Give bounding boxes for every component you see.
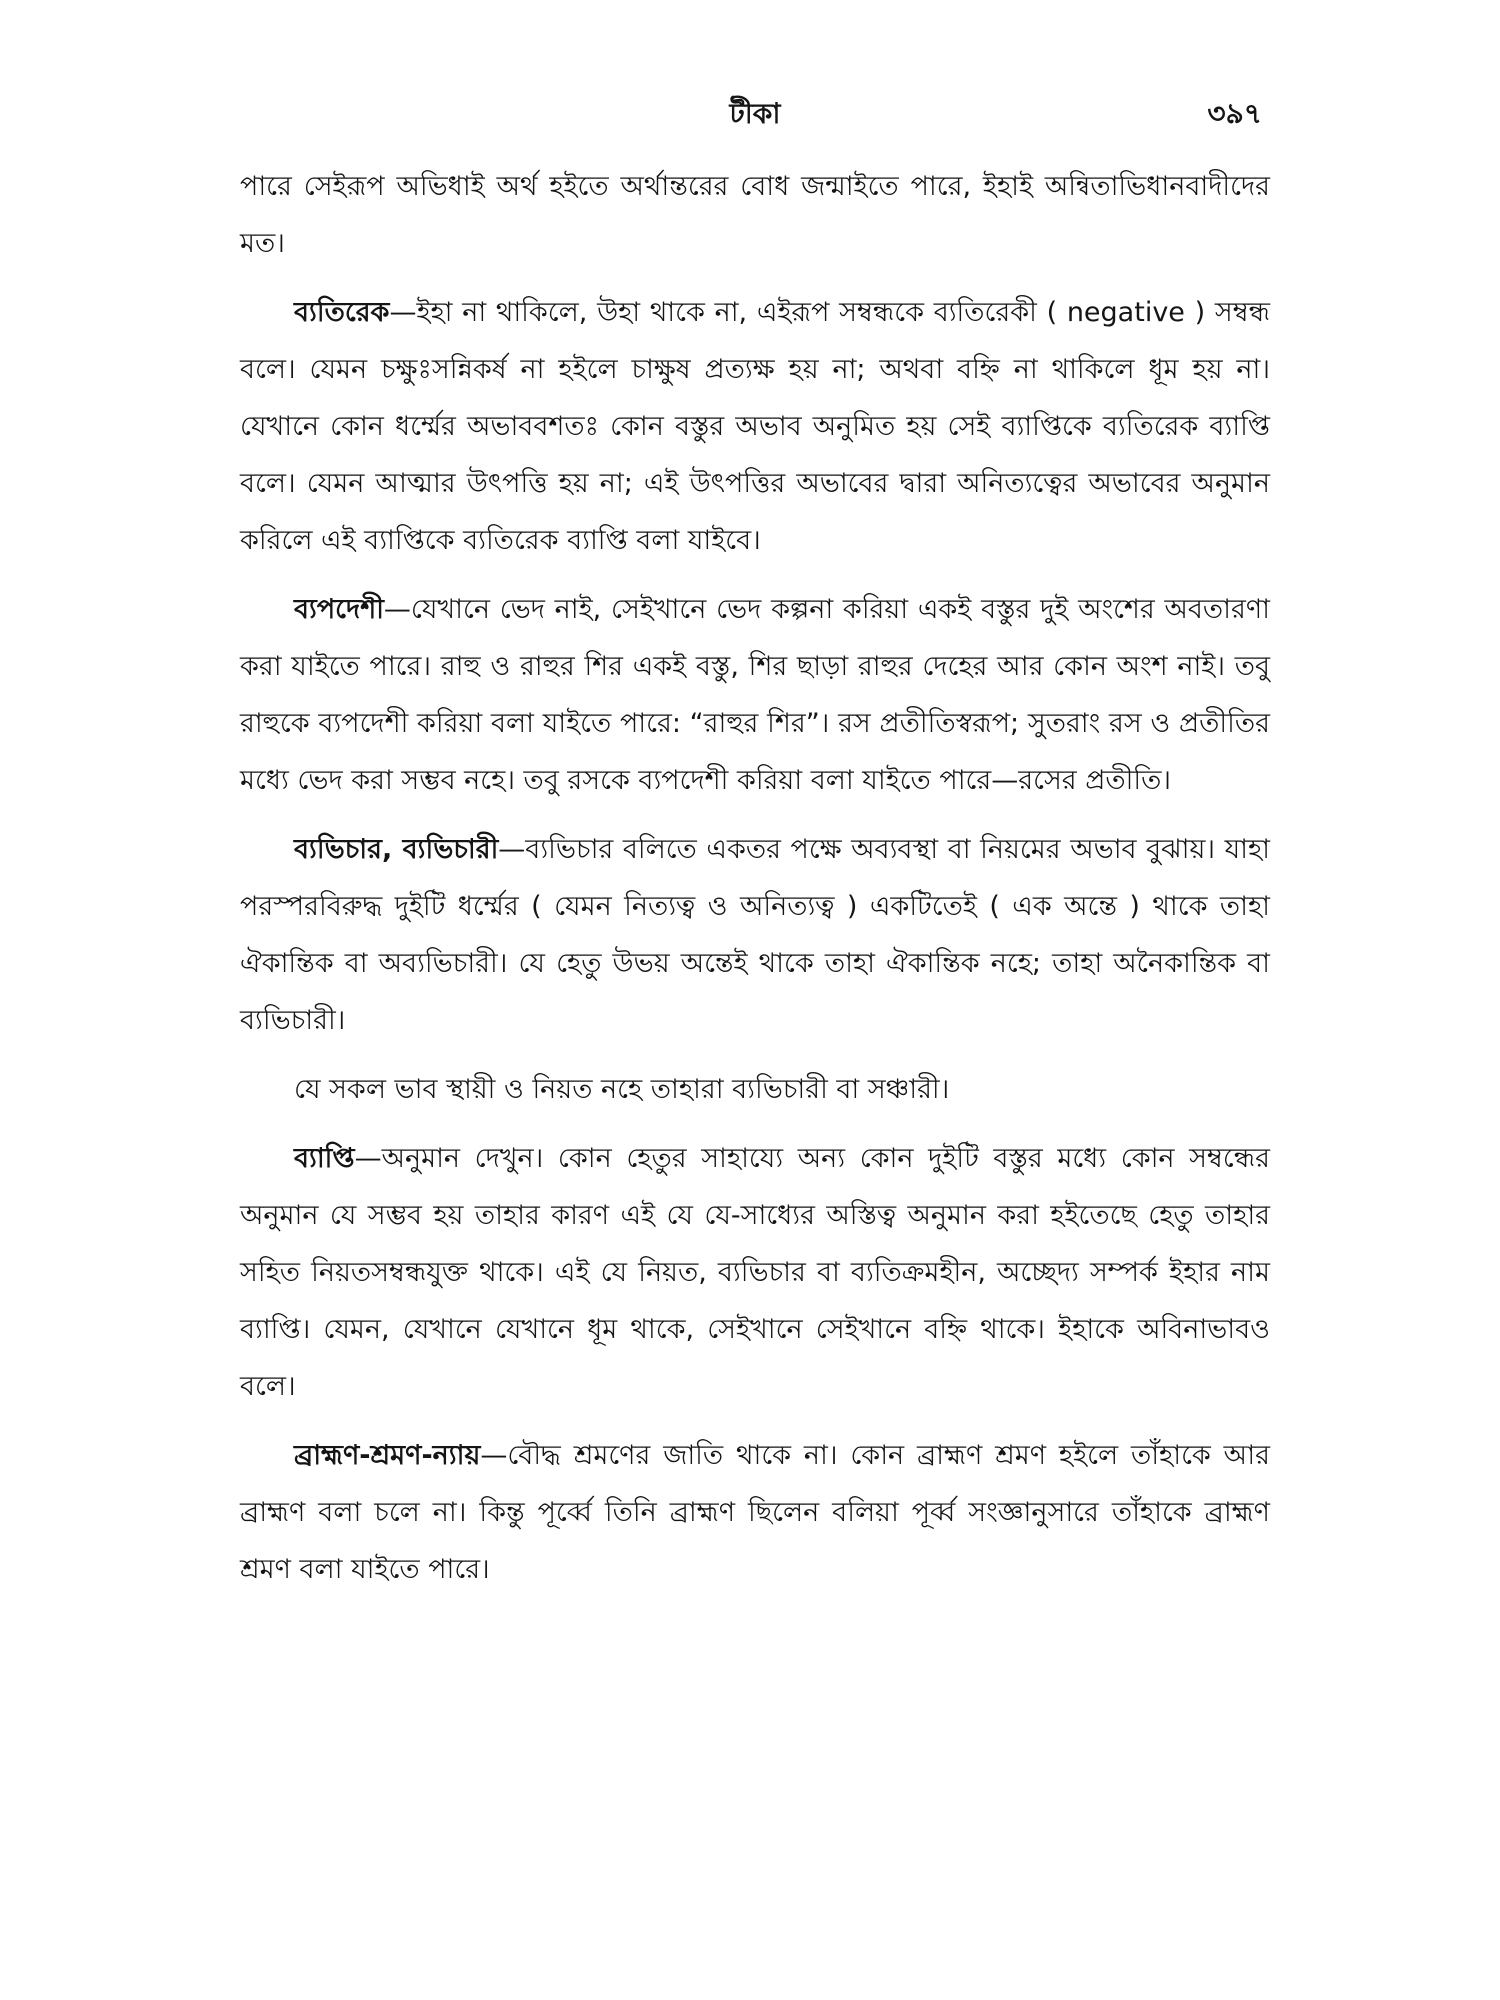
entry-text: —বৌদ্ধ শ্রমণের জাতি থাকে না। কোন ব্রাহ্মণ শ্রমণ হইলে তাঁহাকে আর ব্রাহ্মণ বলা চলে না। কিন্তু পূর্ব্বে তিনি ব্রাহ্মণ ছিলেন বলিয়া পূর্ব্ব সংজ্ঞানুসারে তাঁহাকে ব্রাহ্মণ শ্রমণ বলা যাইতে পারে। — [240, 1440, 1270, 1585]
entry-text: —যেখানে ভেদ নাই, সেইখানে ভেদ কল্পনা করিয়া একই বস্তুর দুই অংশের অবতারণা করা যাইতে পারে। রাহু ও রাহুর শির একই বস্তু, শির ছাড়া রাহুর দেহের আর কোন অংশ নাই। তবু রাহুকে ব্যপদেশী করিয়া বলা যাইতে পারে: “রাহুর শির”। রস প্রতীতিস্বরূপ; সুতরাং রস ও প্রতীতির মধ্যে ভেদ করা সম্ভব নহে। তবু রসকে ব্যপদেশী করিয়া বলা যাইতে পারে—রসের প্রতীতি। — [240, 594, 1270, 796]
paragraph-sanchari — [240, 1061, 1270, 1118]
paragraph-text: পারে সেইরূপ অভিধাই অর্থ হইতে অর্থান্তরের বোধ জন্মাইতে পারে, ইহাই অন্বিতাভিধানবাদীদের মত। — [240, 171, 1270, 259]
paragraph-continuation — [240, 158, 1270, 272]
entry-brahman-shraman-nyay — [240, 1427, 1270, 1598]
page-title: টীকা — [729, 97, 781, 130]
entry-term: ব্যভিচার, ব্যভিচারী — [294, 834, 499, 865]
running-head — [240, 92, 1270, 136]
entry-text: —অনুমান দেখুন। কোন হেতুর সাহায্যে অন্য কোন দুইটি বস্তুর মধ্যে কোন সম্বন্ধের অনুমান যে সম্ভব হয় তাহার কারণ এই যে যে-সাধ্যের অস্তিত্ব অনুমান করা হইতেছে হেতু তাহার সহিত নিয়তসম্বন্ধযুক্ত থাকে। এই যে নিয়ত, ব্যভিচার বা ব্যতিক্রমহীন, অচ্ছেদ্য সম্পর্ক ইহার নাম ব্যাপ্তি। যেমন, যেখানে যেখানে ধূম থাকে, সেইখানে সেইখানে বহ্নি থাকে। ইহাকে অবিনাভাবও বলে। — [240, 1143, 1270, 1402]
entry-term: ব্যতিরেক — [294, 297, 390, 328]
entry-byapti — [240, 1130, 1270, 1415]
entry-byapadeshi — [240, 581, 1270, 809]
page-number: ৩৯৭ — [1207, 97, 1262, 130]
glossary-body — [240, 158, 1270, 1598]
entry-text: —ব্যভিচার বলিতে একতর পক্ষে অব্যবস্থা বা নিয়মের অভাব বুঝায়। যাহা পরস্পরবিরুদ্ধ দুইটি ধর্ম্মের ( যেমন নিত্যত্ব ও অনিত্যত্ব ) একটিতেই ( এক অন্তে ) থাকে তাহা ঐকান্তিক বা অব্যভিচারী। যে হেতু উভয় অন্তেই থাকে তাহা ঐকান্তিক নহে; তাহা অনৈকান্তিক বা ব্যভিচারী। — [240, 834, 1270, 1036]
entry-term: ব্যাপ্তি — [294, 1143, 355, 1174]
entry-byatirek — [240, 284, 1270, 569]
paragraph-text: যে সকল ভাব স্থায়ী ও নিয়ত নহে তাহারা ব্যভিচারী বা সঞ্চারী। — [294, 1074, 950, 1105]
entry-term: ব্রাহ্মণ-শ্রমণ-ন্যায় — [294, 1440, 481, 1471]
entry-byabhichar — [240, 821, 1270, 1049]
entry-term: ব্যপদেশী — [294, 594, 384, 625]
entry-text: —ইহা না থাকিলে, উহা থাকে না, এইরূপ সম্বন্ধকে ব্যতিরেকী ( negative ) সম্বন্ধ বলে। যেমন চক্ষুঃসন্নিকর্ষ না হইলে চাক্ষুষ প্রত্যক্ষ হয় না; অথবা বহ্নি না থাকিলে ধূম হয় না। যেখানে কোন ধর্ম্মের অভাববশতঃ কোন বস্তুর অভাব অনুমিত হয় সেই ব্যাপ্তিকে ব্যতিরেক ব্যাপ্তি বলে। যেমন আত্মার উৎপত্তি হয় না; এই উৎপত্তির অভাবের দ্বারা অনিত্যত্বের অভাবের অনুমান করিলে এই ব্যাপ্তিকে ব্যতিরেক ব্যাপ্তি বলা যাইবে। — [240, 297, 1270, 556]
